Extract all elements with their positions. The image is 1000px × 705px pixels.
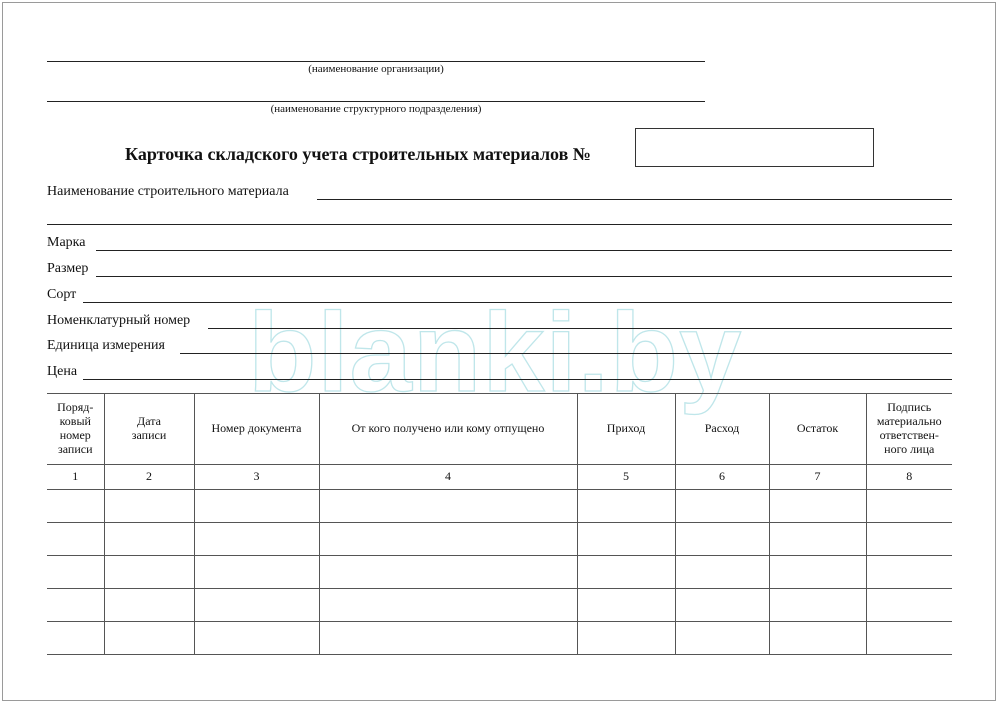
table-cell[interactable] — [194, 556, 319, 589]
column-header-text: Расход — [704, 421, 740, 436]
material-name-label: Наименование строительного материала — [47, 184, 289, 199]
table-cell[interactable] — [866, 622, 952, 655]
column-header — [866, 394, 952, 465]
table-cell[interactable] — [675, 556, 769, 589]
size-label: Размер — [47, 261, 89, 276]
column-header — [319, 394, 577, 465]
column-header — [104, 394, 194, 465]
table-cell[interactable] — [769, 622, 866, 655]
table-cell[interactable] — [675, 490, 769, 523]
table-cell[interactable] — [194, 523, 319, 556]
unit-line[interactable] — [180, 353, 952, 354]
table-cell[interactable] — [319, 523, 577, 556]
size-line[interactable] — [96, 276, 952, 277]
table-cell[interactable] — [104, 556, 194, 589]
table-cell[interactable] — [47, 490, 104, 523]
table-cell[interactable] — [47, 523, 104, 556]
table-cell[interactable] — [194, 490, 319, 523]
table-header-row — [47, 394, 952, 465]
table-cell[interactable] — [319, 556, 577, 589]
table-cell[interactable] — [47, 589, 104, 622]
column-number: 6 — [675, 465, 769, 490]
department-name-caption: (наименование структурного подразделения) — [270, 103, 482, 115]
org-name-line[interactable] — [47, 61, 705, 62]
brand-line[interactable] — [96, 250, 952, 251]
price-line[interactable] — [83, 379, 952, 380]
item-number-line[interactable] — [208, 328, 952, 329]
table-cell[interactable] — [866, 523, 952, 556]
table-row — [47, 622, 952, 655]
column-number: 4 — [319, 465, 577, 490]
column-header-text: Поряд- ковый номер записи — [57, 400, 94, 456]
table-cell[interactable] — [319, 490, 577, 523]
table-cell[interactable] — [866, 589, 952, 622]
column-header-text: Остаток — [796, 421, 839, 436]
table-cell[interactable] — [104, 523, 194, 556]
table-cell[interactable] — [577, 622, 675, 655]
table-cell[interactable] — [194, 589, 319, 622]
unit-label: Единица измерения — [47, 338, 165, 353]
column-number: 1 — [47, 465, 104, 490]
column-header — [194, 394, 319, 465]
table-cell[interactable] — [577, 589, 675, 622]
column-number: 2 — [104, 465, 194, 490]
table-cell[interactable] — [769, 556, 866, 589]
table-cell[interactable] — [769, 589, 866, 622]
table-cell[interactable] — [47, 556, 104, 589]
column-header — [47, 394, 104, 465]
column-number: 3 — [194, 465, 319, 490]
brand-label: Марка — [47, 235, 86, 250]
column-number-row — [47, 465, 952, 490]
table-cell[interactable] — [866, 556, 952, 589]
grade-line[interactable] — [83, 302, 952, 303]
column-header — [769, 394, 866, 465]
table-row — [47, 556, 952, 589]
material-name-line-2[interactable] — [47, 224, 952, 225]
table-cell[interactable] — [675, 523, 769, 556]
table-cell[interactable] — [104, 490, 194, 523]
price-label: Цена — [47, 364, 78, 379]
card-title: Карточка складского учета строительных материалов № — [125, 144, 591, 164]
table-cell[interactable] — [319, 589, 577, 622]
table-row — [47, 523, 952, 556]
table-cell[interactable] — [104, 622, 194, 655]
column-header-text: Дата записи — [131, 414, 167, 442]
column-header-text: Номер документа — [211, 421, 302, 436]
table-cell[interactable] — [319, 622, 577, 655]
table-cell[interactable] — [104, 589, 194, 622]
column-header-text: Приход — [606, 421, 646, 436]
table-row — [47, 490, 952, 523]
department-name-line[interactable] — [47, 101, 705, 102]
org-name-caption: (наименование организации) — [308, 63, 444, 75]
column-header-text: От кого получено или кому отпущено — [351, 421, 545, 436]
item-number-label: Номенклатурный номер — [47, 313, 191, 328]
column-header — [675, 394, 769, 465]
table-cell[interactable] — [577, 523, 675, 556]
grade-label: Сорт — [47, 287, 77, 302]
watermark-logo: blanki.by — [248, 290, 743, 415]
table-cell[interactable] — [577, 490, 675, 523]
column-number: 8 — [866, 465, 952, 490]
column-number: 7 — [769, 465, 866, 490]
table-row — [47, 589, 952, 622]
table-cell[interactable] — [866, 490, 952, 523]
column-header-text: Подпись материально ответствен- ного лица — [876, 400, 942, 456]
material-name-line[interactable] — [317, 199, 952, 200]
table-cell[interactable] — [675, 589, 769, 622]
table-cell[interactable] — [769, 523, 866, 556]
column-number: 5 — [577, 465, 675, 490]
card-number-box[interactable] — [635, 128, 874, 167]
column-header — [577, 394, 675, 465]
table-cell[interactable] — [769, 490, 866, 523]
ledger-table — [47, 393, 952, 655]
table-cell[interactable] — [675, 622, 769, 655]
table-cell[interactable] — [47, 622, 104, 655]
table-cell[interactable] — [194, 622, 319, 655]
table-cell[interactable] — [577, 556, 675, 589]
